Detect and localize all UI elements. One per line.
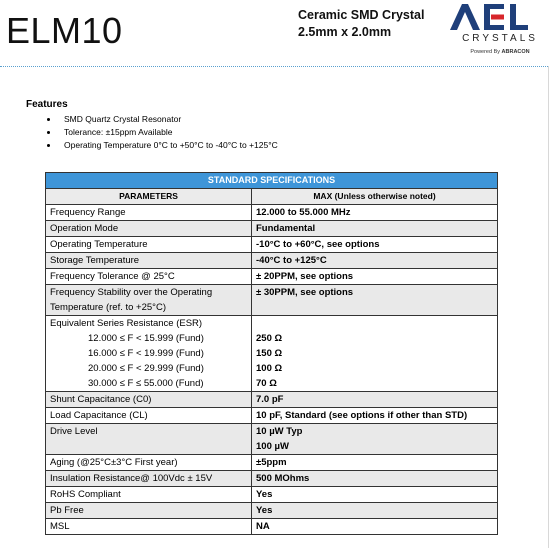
ael-crystals-logo [442,2,554,62]
table-row [46,285,498,316]
param-line: Frequency Stability over the Operating [50,287,213,298]
esr-range: 30.000 ≤ F ≤ 55.000 (Fund) [88,378,204,389]
feature-item: Operating Temperature 0°C to +50°C to -40°C to +125°C [45,139,278,152]
value-cell: Fundamental [252,221,498,237]
table-row [46,408,498,424]
page-edge [548,66,549,548]
spec-banner-row [46,173,498,189]
value-line: 10 µW Typ [256,426,303,437]
esr-value: 150 Ω [256,348,283,359]
logo-powered-by [446,49,554,55]
param-cell: Operation Mode [46,221,252,237]
value-cell: ±5ppm [252,455,498,471]
esr-range: 12.000 ≤ F < 15.999 (Fund) [88,333,204,344]
spec-header-row [46,189,498,205]
value-cell: 10 pF, Standard (see options if other than STD) [252,408,498,424]
header-divider [0,66,548,67]
ael-logo-mark [448,2,548,32]
features-heading: Features [26,99,68,110]
feature-item: Tolerance: ±15ppm Available [45,126,278,139]
value-cell: 12.000 to 55.000 MHz [252,205,498,221]
value-cell: ± 30PPM, see options [252,285,498,316]
logo-letter-a [450,4,480,30]
table-row [46,487,498,503]
table-row [46,237,498,253]
table-row [46,253,498,269]
table-row [46,269,498,285]
feature-item: SMD Quartz Crystal Resonator [45,113,278,126]
spec-table [45,172,498,535]
value-cell: NA [252,519,498,535]
param-cell: Aging (@25°C±3°C First year) [46,455,252,471]
param-cell: Operating Temperature [46,237,252,253]
esr-heading: Equivalent Series Resistance (ESR) [50,318,203,329]
param-cell: Pb Free [46,503,252,519]
powered-by-prefix: Powered By [470,49,500,55]
param-cell: Shunt Capacitance (C0) [46,392,252,408]
value-line: 100 µW [256,441,289,452]
param-cell: Storage Temperature [46,253,252,269]
value-cell [252,316,498,392]
param-cell: Drive Level [46,424,252,455]
esr-range: 16.000 ≤ F < 19.999 (Fund) [88,348,204,359]
param-cell: Frequency Tolerance @ 25°C [46,269,252,285]
value-cell [252,424,498,455]
param-cell: Load Capacitance (CL) [46,408,252,424]
logo-red-bar [491,15,504,20]
spec-table-title: STANDARD SPECIFICATIONS [46,173,498,189]
column-header-parameters: PARAMETERS [46,189,252,205]
param-cell [46,316,252,392]
powered-by-brand: ABRACON [501,49,530,55]
table-row [46,316,498,392]
value-cell: Yes [252,503,498,519]
param-cell: MSL [46,519,252,535]
table-row [46,392,498,408]
table-row [46,221,498,237]
param-cell [46,285,252,316]
column-header-max: MAX (Unless otherwise noted) [252,189,498,205]
table-row [46,205,498,221]
features-list [45,113,278,152]
subtitle-line-size: 2.5mm x 2.0mm [298,25,392,39]
table-row [46,519,498,535]
table-row [46,503,498,519]
value-cell: -40°C to +125°C [252,253,498,269]
value-cell: 7.0 pF [252,392,498,408]
esr-range: 20.000 ≤ F < 29.999 (Fund) [88,363,204,374]
value-cell: 500 MOhms [252,471,498,487]
esr-value: 250 Ω [256,333,283,344]
param-cell: Insulation Resistance@ 100Vdc ± 15V [46,471,252,487]
esr-value: 70 Ω [256,378,277,389]
logo-letter-e-bottom [484,25,504,30]
param-cell: Frequency Range [46,205,252,221]
logo-letter-l-base [510,25,528,30]
product-subtitle [298,7,438,41]
esr-value: 100 Ω [256,363,283,374]
table-row [46,455,498,471]
logo-crystals-text: CRYSTALS [462,33,538,44]
model-number: ELM10 [6,10,123,51]
value-cell: Yes [252,487,498,503]
value-cell: -10°C to +60°C, see options [252,237,498,253]
subtitle-line-product: Ceramic SMD Crystal [298,8,425,22]
table-row [46,471,498,487]
table-row [46,424,498,455]
value-cell: ± 20PPM, see options [252,269,498,285]
param-line: Temperature (ref. to +25°C) [50,302,166,313]
param-cell: RoHS Compliant [46,487,252,503]
